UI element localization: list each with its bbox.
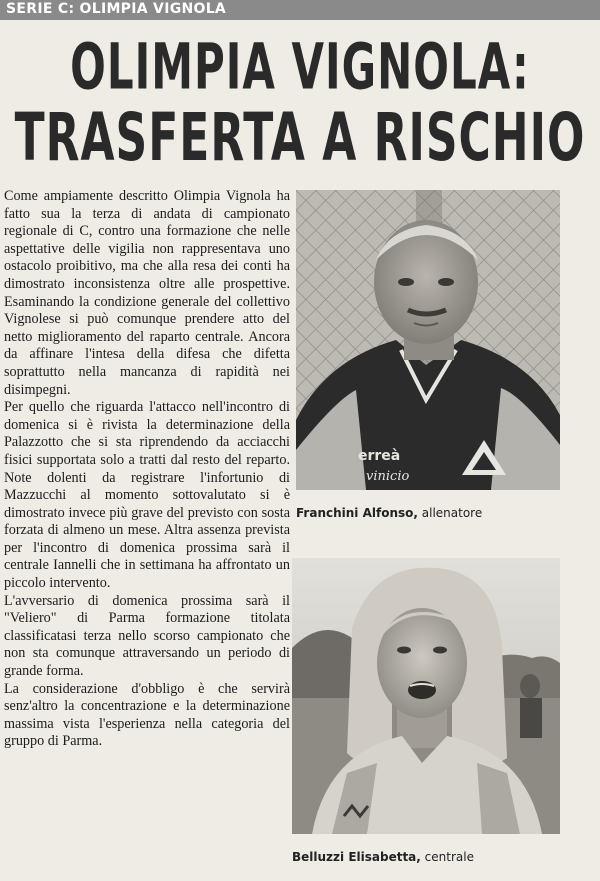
coach-photo-caption: [296, 506, 482, 520]
article-paragraph: L'avversario di domenica prossima sarà il "Veliero" di Parma formazione titolata classificatasi terza nello scorso campionato che non sta comunque attraversando un periodo di grande forma.: [4, 592, 290, 680]
caption-role: centrale: [420, 850, 474, 864]
article-paragraph: Come ampiamente descritto Olimpia Vignola ha fatto sua la terza di andata di campionato regionale di C, contro una formazione che nelle aspettative delle vigilia non rappresentava uno ostacolo proibitivo, ma che alla resa dei conti ha dimostrato inconsistenza oltre alle prospettive. Esaminando la condizione generale del collettivo Vignolese si può comunque prendere atto del netto miglioramento del raparto centrale. Ancora da affinare l'intesa della difesa che difetta soprattutto nella mancanza di rapidità nei disimpegni.: [4, 188, 290, 398]
headline-line-2: TRASFERTA A RISCHIO: [14, 100, 586, 177]
jersey-sponsor-text: vinicio: [366, 469, 410, 484]
coach-photo: [296, 190, 560, 490]
headline-line-1: OLIMPIA VIGNOLA:: [70, 30, 530, 104]
article-paragraph: La considerazione d'obbligo è che servirà senz'altro la concentrazione e la determinazione massima vista l'esperienza nella categoria del gruppo di Parma.: [4, 680, 290, 750]
section-header-bar: [0, 0, 600, 20]
section-label: SERIE C: OLIMPIA VIGNOLA: [6, 1, 227, 17]
caption-name: Franchini Alfonso,: [296, 506, 418, 520]
caption-name: Belluzzi Elisabetta,: [292, 850, 421, 864]
player-photo-caption: [292, 850, 474, 864]
player-photo: [292, 558, 560, 834]
caption-role: allenatore: [417, 506, 483, 520]
article-body: [4, 188, 290, 751]
article-paragraph: Per quello che riguarda l'attacco nell'incontro di domenica si è rivista la determinazione della Palazzotto che si sta riprendendo da acciacchi fisici supportata solo a tratti dal resto del reparto. Note dolenti da registrare l'infortunio di Mazzucchi al momento sottovalutato si è dimostrato invece più grave del previsto con sosta forzata di almeno un mese. Altra assenza prevista per l'incontro di domenica prossima sarà il centrale Iannelli che in settimana ha affrontato un piccolo intervento.: [4, 399, 290, 592]
jersey-brand-text: erreà: [358, 448, 401, 464]
